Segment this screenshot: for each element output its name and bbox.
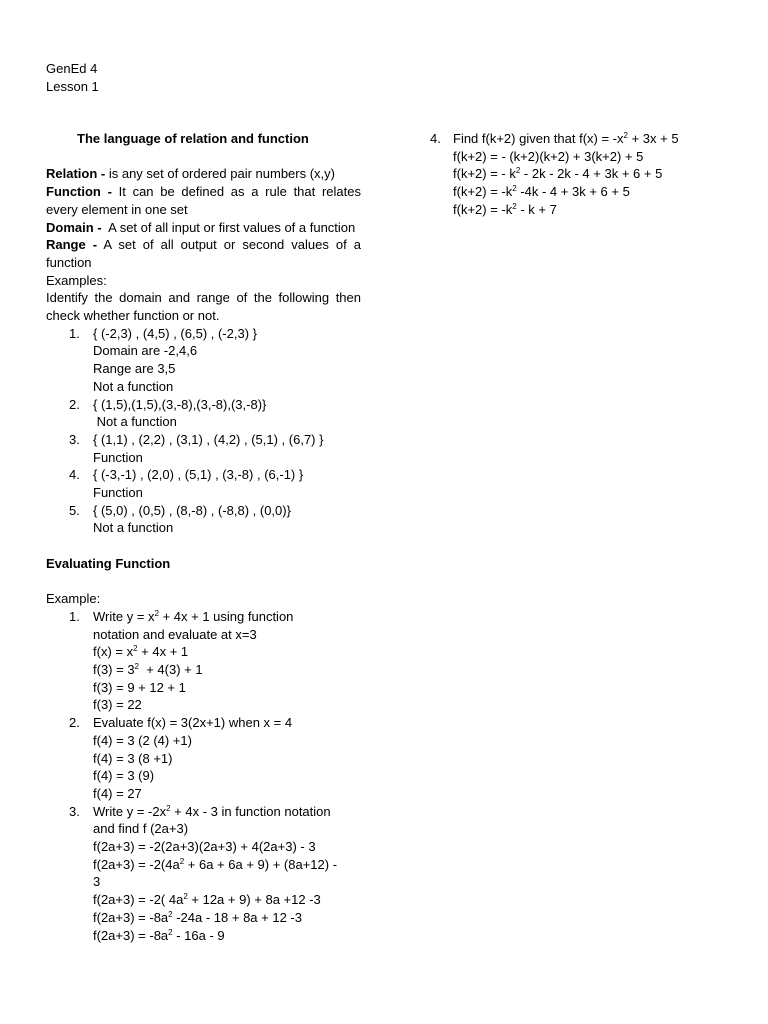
example-line: Not a function <box>93 414 177 430</box>
definition-text: It can be defined as a rule that relates every element in one set <box>46 184 361 217</box>
definition-term: Range - <box>46 237 98 253</box>
list-number: 1. <box>69 325 80 341</box>
math-text: - 16a - 9 <box>172 927 225 943</box>
example-line: f(k+2) = - (k+2)(k+2) + 3(k+2) + 5 <box>453 148 644 164</box>
list-number: 4. <box>69 467 80 483</box>
example-line: { (-2,3) , (4,5) , (6,5) , (-2,3) } <box>93 325 257 341</box>
example-line: Evaluate f(x) = 3(2x+1) when x = 4 <box>93 715 293 731</box>
math-text: f(k+2) = -k <box>453 184 513 200</box>
math-text: Find f(k+2) given that f(x) = -x <box>453 131 624 146</box>
example-line: Function <box>93 449 143 465</box>
lesson-title: The language of relation and function <box>77 131 309 146</box>
math-text: + 6a + 6a + 9) + (8a+12) - <box>184 856 338 872</box>
math-text: + 12a + 9) + 8a +12 -3 <box>187 892 321 908</box>
exponent: 2 <box>133 644 138 654</box>
math-text: f(2a+3) = -8a <box>93 927 169 943</box>
course-label: GenEd 4 <box>46 61 98 76</box>
example-line <box>93 891 361 909</box>
relation-example-2 <box>46 396 361 431</box>
evaluation-example-2 <box>46 714 361 803</box>
example-line: Not a function <box>93 378 174 394</box>
example-line: f(2a+3) = -2(2a+3)(2a+3) + 4(2a+3) - 3 <box>93 839 316 855</box>
example-line: and find f (2a+3) <box>93 821 189 837</box>
list-number: 2. <box>69 715 80 731</box>
example-line: 3 <box>93 874 101 890</box>
example-line: Domain are -2,4,6 <box>93 343 198 359</box>
math-text: f(x) = x <box>93 644 134 660</box>
relation-example-3 <box>46 431 361 466</box>
math-text: Write y = x <box>93 608 155 624</box>
definition-function <box>46 183 361 218</box>
example-line: f(4) = 3 (8 +1) <box>93 750 173 766</box>
example-line <box>453 183 753 201</box>
definition-text: A set of all input or first values of a function <box>101 219 356 235</box>
math-text: f(3) = 3 <box>93 662 135 678</box>
example-line: f(3) = 9 + 12 + 1 <box>93 679 186 695</box>
instruction-text: Identify the domain and range of the following then check whether function or not. <box>46 290 361 324</box>
math-text: -4k - 4 + 3k + 6 + 5 <box>516 184 630 200</box>
example-line: Range are 3,5 <box>93 361 176 377</box>
evaluation-example-1 <box>46 608 361 714</box>
exponent: 2 <box>183 892 188 902</box>
math-text: + 4x + 1 <box>137 644 189 660</box>
list-number: 2. <box>69 396 80 412</box>
definition-range <box>46 236 361 271</box>
examples-label: Examples: <box>46 272 107 288</box>
example-line: notation and evaluate at x=3 <box>93 626 257 642</box>
list-number: 5. <box>69 502 80 518</box>
math-text: -24a - 18 + 8a + 12 -3 <box>172 909 302 925</box>
definition-relation <box>46 165 361 183</box>
left-column <box>46 130 361 944</box>
example-line <box>453 165 753 183</box>
math-text: + 3x + 5 <box>627 131 679 146</box>
exponent: 2 <box>512 201 517 211</box>
definition-text: is any set of ordered pair numbers (x,y) <box>105 166 335 182</box>
example-line: Function <box>93 485 143 501</box>
example-line <box>453 201 753 219</box>
lesson-label: Lesson 1 <box>46 78 99 94</box>
relation-example-4 <box>46 466 361 501</box>
math-text: + 4x - 3 in function notation <box>170 803 331 819</box>
exponent: 2 <box>166 803 171 813</box>
math-text: - k + 7 <box>516 201 557 217</box>
exponent: 2 <box>623 131 628 140</box>
math-text: + 4x + 1 using function <box>158 608 294 624</box>
exponent: 2 <box>168 909 173 919</box>
math-text: Write y = -2x <box>93 803 167 819</box>
exponent: 2 <box>512 184 517 194</box>
math-text: f(k+2) = - k <box>453 166 516 182</box>
exponent: 2 <box>179 856 185 866</box>
example-line <box>93 909 361 927</box>
evaluation-example-3 <box>46 803 361 945</box>
list-number: 3. <box>69 431 80 447</box>
definition-term: Domain - <box>46 219 102 235</box>
example-line: f(4) = 27 <box>93 785 142 801</box>
example-line: f(4) = 3 (2 (4) +1) <box>93 732 192 748</box>
exponent: 2 <box>168 927 173 937</box>
definition-term: Function - <box>46 184 112 200</box>
evaluation-example-4 <box>430 130 753 219</box>
example-line <box>93 643 361 661</box>
exponent: 2 <box>154 608 159 618</box>
example-line: { (1,1) , (2,2) , (3,1) , (4,2) , (5,1) , (6,7) } <box>93 431 324 447</box>
example-line: Not a function <box>93 520 174 536</box>
list-number: 3. <box>69 803 80 819</box>
document-header <box>46 60 99 95</box>
example-label: Example: <box>46 591 101 607</box>
list-number: 4. <box>430 131 441 146</box>
math-text: - 2k - 2k - 4 + 3k + 6 + 5 <box>520 166 663 182</box>
definition-text: A set of all output or second values of a function <box>46 237 362 270</box>
example-line <box>93 927 361 945</box>
definition-domain <box>46 219 361 237</box>
exponent: 2 <box>134 662 139 672</box>
example-line: { (1,5),(1,5),(3,-8),(3,-8),(3,-8)} <box>93 396 267 412</box>
exponent: 2 <box>515 166 521 176</box>
example-line <box>93 661 361 679</box>
math-text: + 4(3) + 1 <box>139 662 203 678</box>
example-line <box>453 130 753 148</box>
math-text: f(2a+3) = -2( 4a <box>93 892 184 908</box>
relation-example-5 <box>46 502 361 537</box>
example-line <box>93 608 361 626</box>
example-line: { (5,0) , (0,5) , (8,-8) , (-8,8) , (0,0)} <box>93 502 291 518</box>
relation-example-1 <box>46 325 361 396</box>
example-line: { (-3,-1) , (2,0) , (5,1) , (3,-8) , (6,-1) } <box>93 467 304 483</box>
math-text: f(2a+3) = -2(4a <box>93 856 180 872</box>
list-number: 1. <box>69 608 80 624</box>
math-text: f(2a+3) = -8a <box>93 909 169 925</box>
right-column <box>430 130 753 219</box>
example-line <box>93 803 361 821</box>
definition-term: Relation - <box>46 166 106 182</box>
section-heading-evaluating: Evaluating Function <box>46 555 171 571</box>
math-text: f(k+2) = -k <box>453 201 513 217</box>
example-line: f(3) = 22 <box>93 697 142 713</box>
example-line <box>93 856 361 874</box>
example-line: f(4) = 3 (9) <box>93 768 155 784</box>
